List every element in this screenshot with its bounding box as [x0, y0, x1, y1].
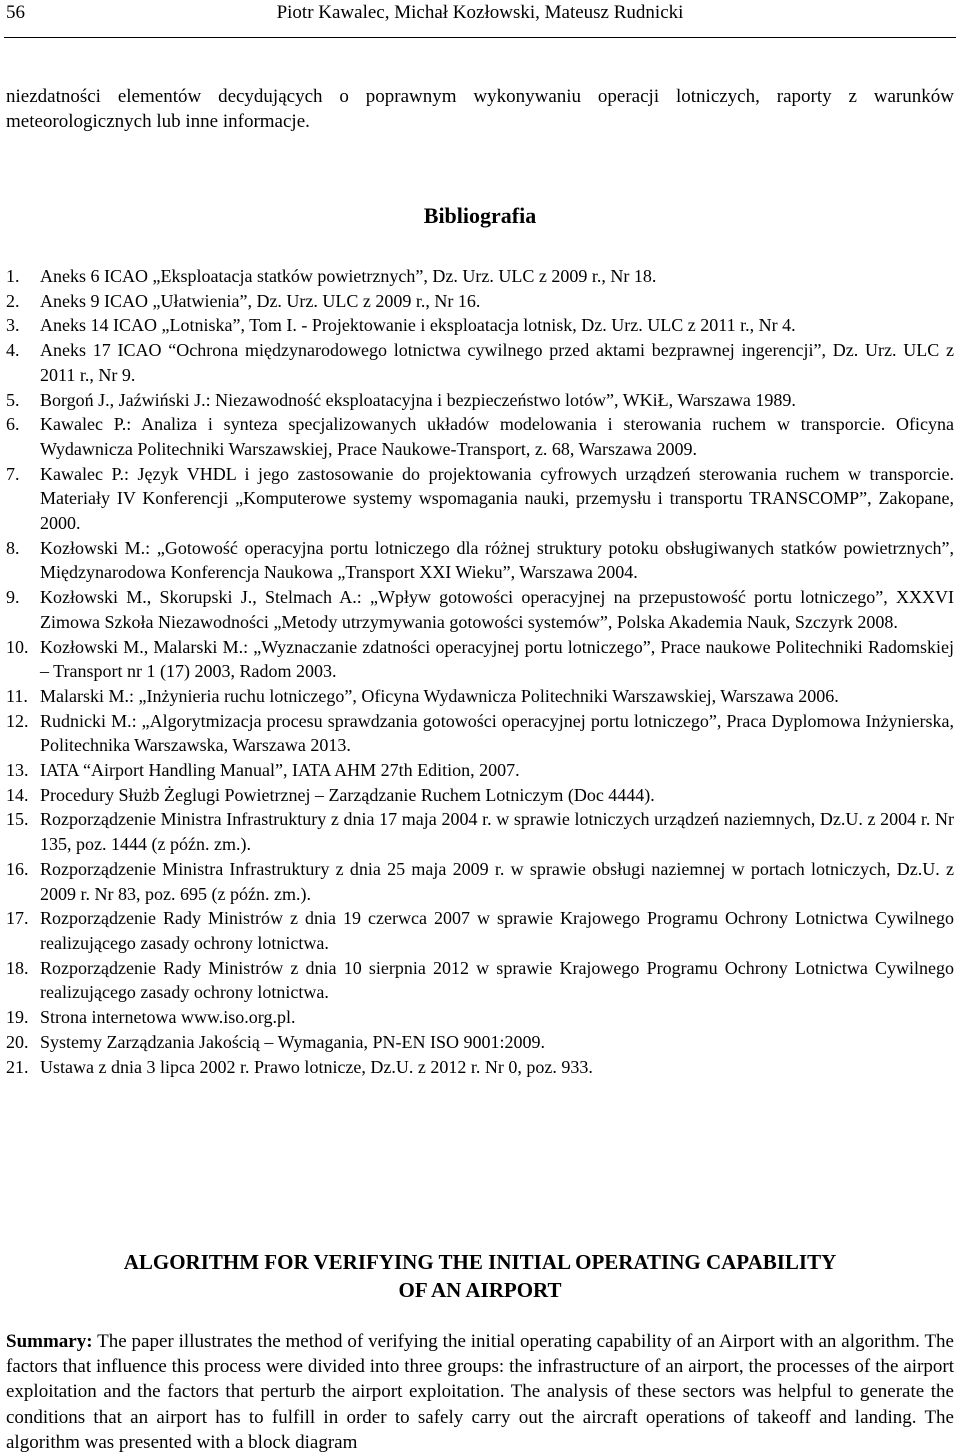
running-header-authors: Piotr Kawalec, Michał Kozłowski, Mateusz Rudnicki	[276, 2, 684, 23]
summary-text: The paper illustrates the method of verifying the initial operating capability of an Airport with an algorithm. The factors that influence this process were divided into three groups: the infrastructure of an airport, the processes of the airport exploitation and the factors that perturb the airport exploitation. The analysis of these sectors was helpful to generate the conditions that an airport has to fulfill in order to safely carry out the aircraft operations of takeoff and landing. The algorithm was presented with a block diagram	[6, 1331, 954, 1453]
bibliography-item-number: 1.	[6, 266, 20, 286]
bibliography-item-text: Ustawa z dnia 3 lipca 2002 r. Prawo lotnicze, Dz.U. z 2012 r. Nr 0, poz. 933.	[40, 1056, 593, 1077]
bibliography-item	[6, 412, 954, 461]
summary-label: Summary:	[6, 1331, 93, 1352]
bibliography-item	[6, 635, 954, 684]
bibliography-item	[6, 783, 954, 808]
bibliography-item	[6, 338, 954, 387]
bibliography-item-text: Kawalec P.: Analiza i synteza specjalizowanych układów modelowania i sterowania ruchem w transporcie. Oficyna Wydawnicza Politechniki Warszawskiej, Prace Naukowe-Transport, z. 68, Warszawa 2009.	[40, 414, 954, 459]
english-title	[0, 1248, 960, 1304]
bibliography-item-text: Kawalec P.: Język VHDL i jego zastosowanie do projektowania cyfrowych urządzeń sterowania ruchem w transporcie. Materiały IV Konferencji „Komputerowe systemy wspomagania nauki, przemysłu i transportu TRANSCOMP”, Zakopane, 2000.	[40, 463, 954, 534]
bibliography-item-text: Kozłowski M.: „Gotowość operacyjna portu lotniczego dla różnej struktury potoku obsługiwanych statków powietrznych”, Międzynarodowa Konferencja Naukowa „Transport XXI Wieku”, Warszawa 2004.	[40, 537, 954, 583]
bibliography-item-text: Rozporządzenie Ministra Infrastruktury z dnia 25 maja 2009 r. w sprawie obsługi naziemnej w portach lotniczych, Dz.U. z 2009 r. Nr 83, poz. 695 (z późn. zm.).	[40, 858, 954, 904]
bibliography-item-number: 2.	[6, 290, 20, 311]
bibliography-item-number: 3.	[6, 315, 20, 336]
bibliography-list	[6, 264, 954, 1079]
bibliography-item	[6, 1055, 954, 1080]
bibliography-item	[6, 758, 954, 783]
bibliography-item-text: Rudnicki M.: „Algorytmizacja procesu sprawdzania gotowości operacyjnej portu lotniczego”, Praca Dyplomowa Inżynierska, Politechnika Warszawska, Warszawa 2013.	[40, 710, 954, 756]
bibliography-item-text: IATA “Airport Handling Manual”, IATA AHM 27th Edition, 2007.	[40, 760, 520, 781]
bibliography-item-text: Aneks 17 ICAO “Ochrona międzynarodowego lotnictwa cywilnego przed aktami bezprawnej ingerencji”, Dz. Urz. ULC z 2011 r., Nr 9.	[40, 340, 954, 385]
bibliography-item	[6, 1005, 954, 1030]
bibliography-item	[6, 906, 954, 955]
bibliography-item-text: Kozłowski M., Malarski M.: „Wyznaczanie zdatności operacyjnej portu lotniczego”, Prace naukowe Politechniki Radomskiej – Transport nr 1 (17) 2003, Radom 2003.	[40, 636, 954, 682]
bibliography-item	[6, 709, 954, 758]
bibliography-item-number: 8.	[6, 537, 20, 558]
bibliography-item-number: 10.	[6, 636, 29, 657]
page-number: 56	[6, 2, 25, 23]
bibliography-item	[6, 857, 954, 906]
bibliography-item-text: Rozporządzenie Rady Ministrów z dnia 19 czerwca 2007 w sprawie Krajowego Programu Ochrony Lotnictwa Cywilnego realizującego zasady ochrony lotnictwa.	[40, 908, 954, 953]
running-header	[6, 0, 954, 26]
bibliography-item	[6, 585, 954, 634]
bibliography-item-text: Strona internetowa www.iso.org.pl.	[40, 1007, 296, 1028]
bibliography-item-text: Aneks 6 ICAO „Eksploatacja statków powietrznych”, Dz. Urz. ULC z 2009 r., Nr 18.	[40, 266, 657, 286]
bibliography-item-text: Procedury Służb Żeglugi Powietrznej – Zarządzanie Ruchem Lotniczym (Doc 4444).	[40, 784, 655, 805]
summary-paragraph	[6, 1329, 954, 1455]
bibliography-item-number: 14.	[6, 784, 29, 805]
bibliography-item	[6, 264, 954, 289]
bibliography-item-number: 13.	[6, 760, 29, 781]
bibliography-item-text: Aneks 14 ICAO „Lotniska”, Tom I. - Projektowanie i eksploatacja lotnisk, Dz. Urz. ULC z 2011 r., Nr 4.	[40, 315, 796, 336]
bibliography-item	[6, 536, 954, 585]
bibliography-item-number: 5.	[6, 389, 20, 410]
bibliography-item-text: Aneks 9 ICAO „Ułatwienia”, Dz. Urz. ULC z 2009 r., Nr 16.	[40, 290, 481, 311]
bibliography-item-number: 6.	[6, 414, 20, 435]
bibliography-item-number: 16.	[6, 858, 29, 879]
bibliography-item	[6, 289, 954, 314]
bibliography-item-number: 7.	[6, 463, 20, 484]
continuation-paragraph: niezdatności elementów decydujących o poprawnym wykonywaniu operacji lotniczych, raporty z warunków meteorologicznych lub inne informacje.	[6, 86, 954, 132]
english-title-line-1: ALGORITHM FOR VERIFYING THE INITIAL OPERATING CAPABILITY	[123, 1250, 837, 1274]
bibliography-heading: Bibliografia	[423, 203, 537, 228]
bibliography-item	[6, 462, 954, 536]
bibliography-item	[6, 956, 954, 1005]
bibliography-item-number: 4.	[6, 340, 20, 361]
bibliography-item-number: 9.	[6, 587, 20, 608]
bibliography-item-text: Rozporządzenie Rady Ministrów z dnia 10 sierpnia 2012 w sprawie Krajowego Programu Ochrony Lotnictwa Cywilnego realizującego zasady ochrony lotnictwa.	[40, 957, 954, 1003]
bibliography-item-text: Borgoń J., Jaźwiński J.: Niezawodność eksploatacyjna i bezpieczeństwo lotów”, WKiŁ, Warszawa 1989.	[40, 389, 796, 410]
bibliography-item-number: 18.	[6, 957, 29, 978]
english-title-line-2: OF AN AIRPORT	[398, 1278, 562, 1302]
bibliography-item	[6, 684, 954, 709]
bibliography-item-text: Systemy Zarządzania Jakością – Wymagania, PN-EN ISO 9001:2009.	[40, 1031, 545, 1052]
bibliography-item-number: 17.	[6, 908, 29, 929]
header-rule	[4, 37, 956, 38]
bibliography-item	[6, 1030, 954, 1055]
bibliography-item-number: 12.	[6, 710, 29, 731]
bibliography-item-number: 19.	[6, 1007, 29, 1028]
bibliography-item	[6, 313, 954, 338]
bibliography-item-text: Rozporządzenie Ministra Infrastruktury z dnia 17 maja 2004 r. w sprawie lotniczych urządzeń naziemnych, Dz.U. z 2004 r. Nr 135, poz. 1444 (z późn. zm.).	[40, 809, 954, 855]
bibliography-item-text: Malarski M.: „Inżynieria ruchu lotniczego”, Oficyna Wydawnicza Politechniki Warszawskiej, Warszawa 2006.	[40, 685, 839, 706]
bibliography-item-number: 21.	[6, 1056, 29, 1077]
bibliography-item	[6, 807, 954, 856]
bibliography-item	[6, 388, 954, 413]
bibliography-item-text: Kozłowski M., Skorupski J., Stelmach A.: „Wpływ gotowości operacyjnej na przepustowość portu lotniczego”, XXXVI Zimowa Szkoła Niezawodności „Metody utrzymywania gotowości systemów”, Polska Akademia Nauk, Szczyrk 2008.	[40, 587, 954, 632]
bibliography-item-number: 15.	[6, 809, 29, 830]
bibliography-item-number: 20.	[6, 1031, 29, 1052]
bibliography-item-number: 11.	[6, 685, 28, 706]
